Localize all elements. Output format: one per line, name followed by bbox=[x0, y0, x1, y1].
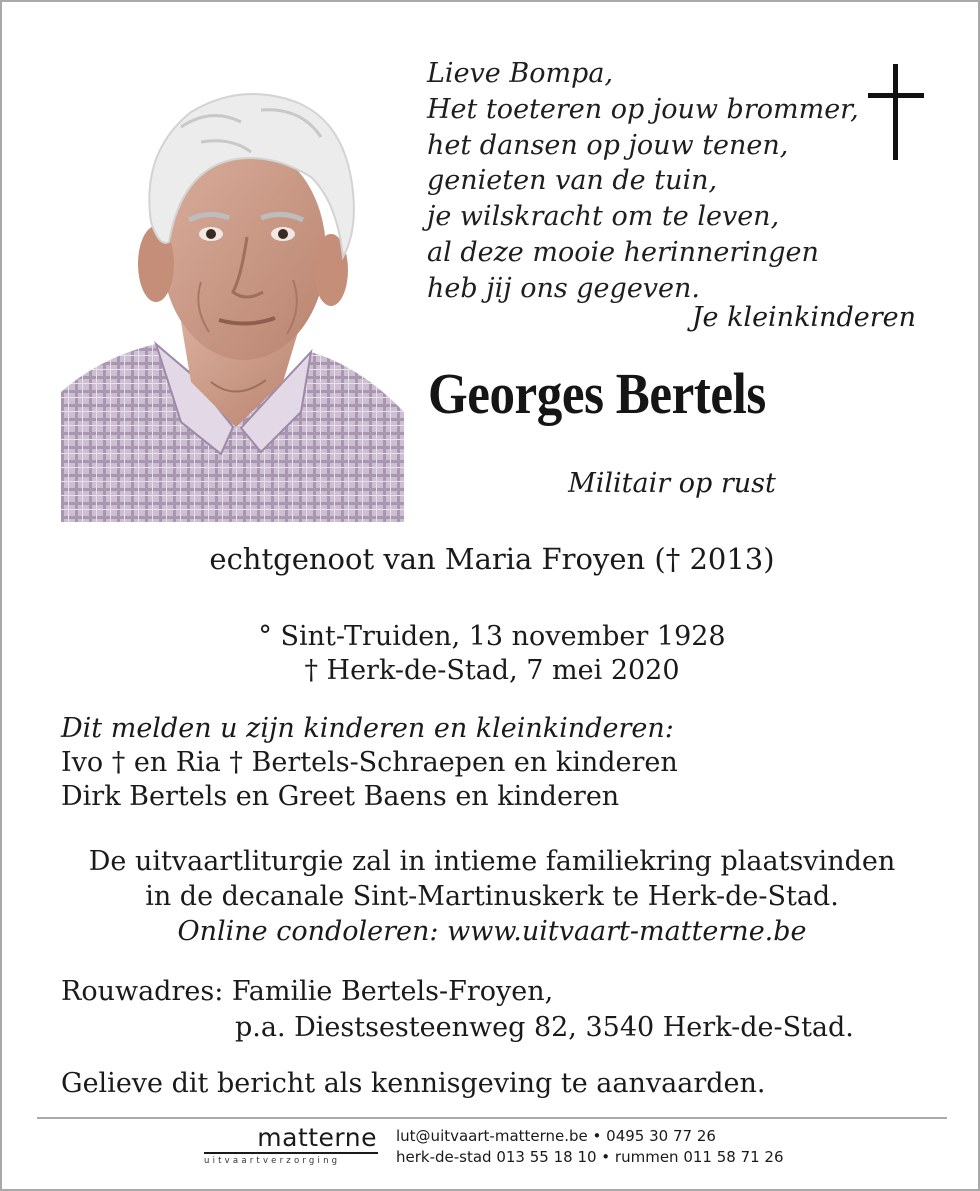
poem bbox=[427, 56, 867, 307]
poem-line: het dansen op jouw tenen, bbox=[427, 129, 789, 161]
family-line: Dirk Bertels en Greet Baens en kinderen bbox=[61, 781, 620, 812]
family-line: Ivo † en Ria † Bertels-Schraepen en kinderen bbox=[61, 747, 678, 778]
portrait-photo bbox=[61, 82, 404, 522]
footer-divider bbox=[37, 1117, 947, 1119]
brand-name: matterne bbox=[257, 1123, 377, 1152]
life-dates bbox=[2, 620, 980, 688]
poem-line: heb jij ons gegeven. bbox=[427, 272, 701, 304]
cross-icon bbox=[868, 64, 924, 160]
online-condolence-link[interactable]: Online condoleren: www.uitvaart-matterne.be bbox=[177, 916, 807, 947]
brand-logo bbox=[204, 1123, 379, 1173]
notice-text: Gelieve dit bericht als kennisgeving te aanvaarden. bbox=[61, 1068, 766, 1099]
poem-line: Het toeteren op jouw brommer, bbox=[427, 93, 859, 125]
portrait-image bbox=[61, 82, 404, 522]
contact-line-email[interactable]: lut@uitvaart-matterne.be • 0495 30 77 26 bbox=[396, 1127, 716, 1145]
spouse-line: echtgenoot van Maria Froyen († 2013) bbox=[209, 542, 775, 576]
family-announcement bbox=[61, 712, 941, 814]
birth-line: ° Sint-Truiden, 13 november 1928 bbox=[258, 621, 726, 652]
contact-info bbox=[396, 1126, 784, 1168]
announcement-intro: Dit melden u zijn kinderen en kleinkinderen: bbox=[61, 713, 674, 744]
poem-signature: Je kleinkinderen bbox=[691, 302, 916, 333]
poem-line: je wilskracht om te leven, bbox=[427, 201, 780, 233]
address-line: p.a. Diestsesteenweg 82, 3540 Herk-de-Stad. bbox=[235, 1012, 854, 1043]
address-line: Rouwadres: Familie Bertels-Froyen, bbox=[61, 976, 554, 1007]
mourning-address bbox=[61, 974, 941, 1046]
death-line: † Herk-de-Stad, 7 mei 2020 bbox=[304, 655, 680, 686]
contact-line-phones: herk-de-stad 013 55 18 10 • rummen 011 58 71 26 bbox=[396, 1148, 784, 1166]
funeral-info bbox=[2, 844, 980, 949]
brand-underline bbox=[204, 1152, 378, 1154]
poem-line: Lieve Bompa, bbox=[427, 58, 614, 89]
funeral-line: in de decanale Sint-Martinuskerk te Herk-de-Stad. bbox=[145, 881, 839, 912]
poem-line: al deze mooie herinneringen bbox=[427, 236, 819, 268]
funeral-line: De uitvaartliturgie zal in intieme familiekring plaatsvinden bbox=[88, 846, 896, 877]
profession: Militair op rust bbox=[568, 468, 776, 499]
deceased-name: Georges Bertels bbox=[428, 361, 766, 426]
brand-subtitle: uitvaartverzorging bbox=[204, 1156, 341, 1166]
poem-line: genieten van de tuin, bbox=[427, 165, 718, 197]
